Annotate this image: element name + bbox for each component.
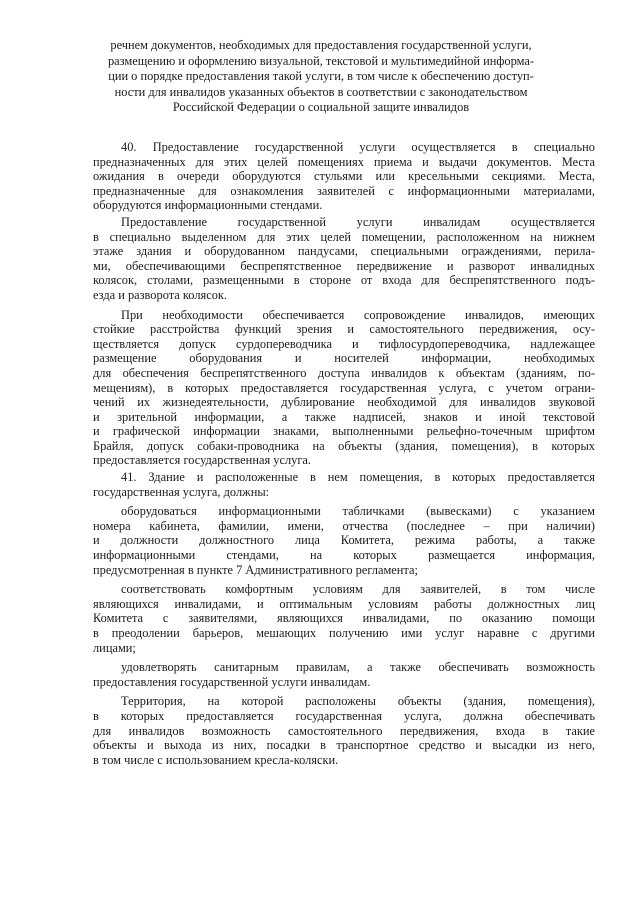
text-line: удовлетворять санитарным правилам, а также обеспечивать возможность xyxy=(121,660,595,675)
text-line: и должности должностного лица Комитета, режима работы, а также xyxy=(93,533,595,548)
text-line: колясок, столами, размещенными в стороне от входа для беспрепятственного подъ- xyxy=(93,273,595,288)
text-line: лицами; xyxy=(93,640,136,655)
text-line: Комитета с заявителями, являющихся инвалидами, по оказанию помощи xyxy=(93,611,595,626)
text-line: предоставляется государственная услуга. xyxy=(93,453,311,468)
heading-line: ности для инвалидов указанных объектов в соответствии с законодательством xyxy=(114,84,528,99)
text-line: для инвалидов возможность самостоятельного передвижения, входа в такие xyxy=(93,723,595,738)
text-line: предназначенные для ознакомления заявителей с информационными материалами, xyxy=(93,183,595,198)
text-line: оборудоваться информационными табличками (вывесками) с указанием xyxy=(121,504,595,519)
text-line: Брайля, допуск собаки-проводника на объекты (здания, помещения), в которых xyxy=(93,438,595,453)
text-line: При необходимости обеспечивается сопровождение инвалидов, имеющих xyxy=(121,307,595,322)
heading-line: Российской Федерации о социальной защите инвалидов xyxy=(172,100,470,115)
text-line: соответствовать комфортным условиям для заявителей, в том числе xyxy=(121,582,595,597)
text-line: в которых предоставляется государственная услуга, должна обеспечивать xyxy=(93,708,595,723)
text-line: для обеспечения беспрепятственного доступа инвалидов к объектам (зданиям, по- xyxy=(93,365,595,380)
text-line: предусмотренная в пункте 7 Административного регламента; xyxy=(93,562,418,577)
text-line: стойкие расстройства функций зрения и самостоятельного передвижения, осу- xyxy=(93,322,595,337)
paragraph-41 xyxy=(93,470,595,499)
paragraph-accompaniment xyxy=(93,308,595,469)
heading-line: размещению и оформлению визуальной, текстовой и мультимедийной информа- xyxy=(107,53,534,68)
text-line: езда и разворота колясок. xyxy=(93,287,228,302)
paragraph-signage xyxy=(93,504,595,577)
text-line: государственная услуга, должны: xyxy=(93,484,270,499)
section-heading xyxy=(96,38,546,116)
text-line: номера кабинета, фамилии, имени, отчества (последнее – при наличии) xyxy=(93,518,595,533)
text-line: Предоставление государственной услуги инвалидам осуществляется xyxy=(121,214,595,229)
text-line: ществляется допуск сурдопереводчика и тифлосурдопереводчика, надлежащее xyxy=(93,336,595,351)
text-line: в преодолении барьеров, мешающих получению ими услуг наравне с другими xyxy=(93,626,595,640)
text-line: 41. Здание и расположенные в нем помещения, в которых предоставляется xyxy=(121,470,595,485)
paragraph-comfort xyxy=(93,582,595,655)
text-line: информационными стендами, на которых размещается информация, xyxy=(93,548,595,563)
text-line: и зрительной информации, а также надписей, знаков и иной текстовой xyxy=(93,409,595,424)
heading-line: ции о порядке предоставления такой услуги, в том числе к обеспечению доступ- xyxy=(108,69,534,84)
text-line: являющихся инвалидами, и оптимальным условиям работы должностных лиц xyxy=(93,596,595,611)
text-line: чений их жизнедеятельности, дублирование необходимой для инвалидов звуковой xyxy=(93,395,595,410)
text-line: ми, обеспечивающими беспрепятственное передвижение и разворот инвалидных xyxy=(93,258,595,273)
text-line: этаже здания и оборудованном пандусами, специальными ограждениями, перила- xyxy=(93,244,595,259)
text-line: ожидания в очереди оборудуются стульями или кресельными секциями. Места, xyxy=(93,169,595,184)
heading-line: речнем документов, необходимых для предоставления государственной услуги, xyxy=(110,38,532,52)
text-line: объекты и выхода из них, посадки в транспортное средство и высадки из него, xyxy=(93,738,595,753)
text-line: размещение оборудования и носителей информации, необходимых xyxy=(93,351,595,366)
text-line: в том числе с использованием кресла-коляски. xyxy=(93,752,339,767)
text-line: предназначенных для этих целей помещениях приема и выдачи документов. Места xyxy=(93,154,595,169)
text-line: мещениям), в которых предоставляется государственная услуга, с учетом ограни- xyxy=(93,380,595,395)
paragraph-sanitary xyxy=(93,660,595,689)
paragraph-disabled-service xyxy=(93,215,595,303)
text-line: в специально выделенном для этих целей помещении, расположенном на нижнем xyxy=(93,229,595,244)
document-body xyxy=(93,140,595,769)
text-line: 40. Предоставление государственной услуги осуществляется в специально xyxy=(121,140,595,154)
text-line: Территория, на которой расположены объекты (здания, помещения), xyxy=(121,694,595,709)
paragraph-40 xyxy=(93,140,595,213)
paragraph-territory xyxy=(93,694,595,767)
text-line: оборудуются информационными стендами. xyxy=(93,198,323,213)
text-line: и графической информации знаками, выполненными рельефно-точечным шрифтом xyxy=(93,424,595,439)
text-line: предоставления государственной услуги инвалидам. xyxy=(93,674,371,689)
